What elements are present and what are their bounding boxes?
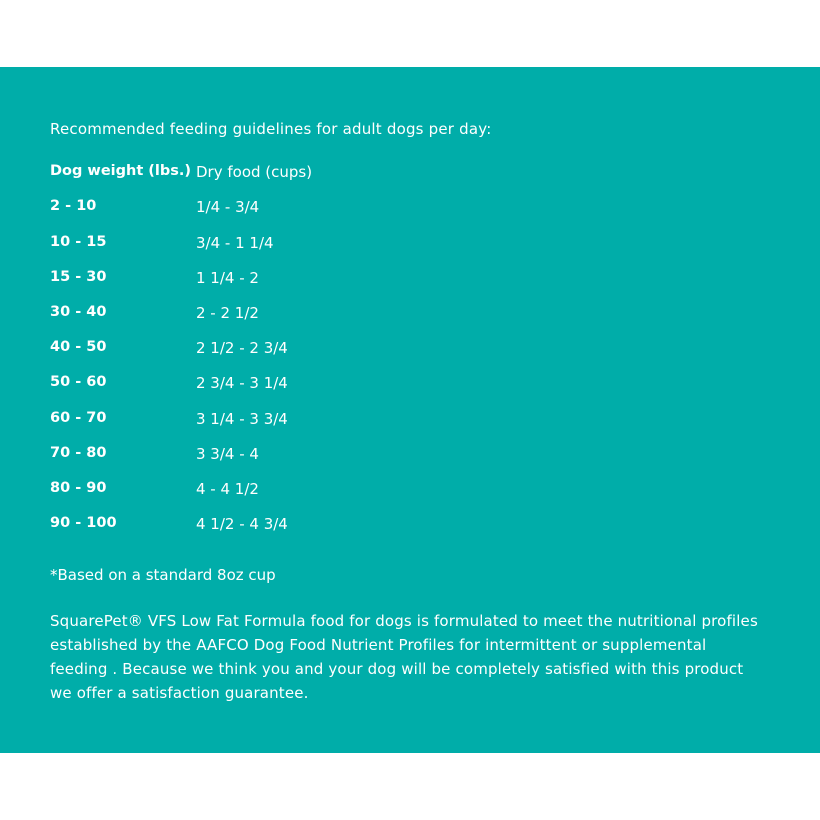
cups-cell: 3/4 - 1 1/4: [196, 234, 274, 252]
cups-cell: 4 1/2 - 4 3/4: [196, 515, 288, 533]
weight-cell: 40 - 50: [50, 339, 107, 355]
product-description: SquarePet® VFS Low Fat Formula food for dogs is formulated to meet the nutritional profiles established by the AAFCO Dog Food Nutrient Profiles for intermittent or supplemental feeding . Because we think you and your dog will be completely satisfied with this product we offer a satisfaction guarantee.: [50, 612, 758, 702]
cups-cell: 3 3/4 - 4: [196, 445, 259, 463]
header-dry-food: Dry food (cups): [196, 163, 313, 181]
cups-cell: 4 - 4 1/2: [196, 480, 259, 498]
weight-cell: 30 - 40: [50, 304, 107, 320]
cups-cell: 1 1/4 - 2: [196, 269, 259, 287]
header-dog-weight: Dog weight (lbs.): [50, 163, 192, 179]
cups-cell: 2 1/2 - 2 3/4: [196, 339, 288, 357]
weight-cell: 50 - 60: [50, 374, 107, 390]
weight-cell: 2 - 10: [50, 198, 97, 214]
weight-cell: 80 - 90: [50, 480, 107, 496]
cups-cell: 1/4 - 3/4: [196, 198, 260, 216]
weight-cell: 10 - 15: [50, 234, 107, 250]
cups-cell: 2 3/4 - 3 1/4: [196, 374, 288, 392]
weight-cell: 90 - 100: [50, 515, 117, 531]
weight-cell: 60 - 70: [50, 410, 107, 426]
weight-cell: 70 - 80: [50, 445, 107, 461]
cups-cell: 3 1/4 - 3 3/4: [196, 410, 288, 428]
cup-footnote: *Based on a standard 8oz cup: [50, 566, 276, 584]
feeding-intro: Recommended feeding guidelines for adult dogs per day:: [50, 120, 492, 138]
cups-cell: 2 - 2 1/2: [196, 304, 259, 322]
weight-cell: 15 - 30: [50, 269, 107, 285]
